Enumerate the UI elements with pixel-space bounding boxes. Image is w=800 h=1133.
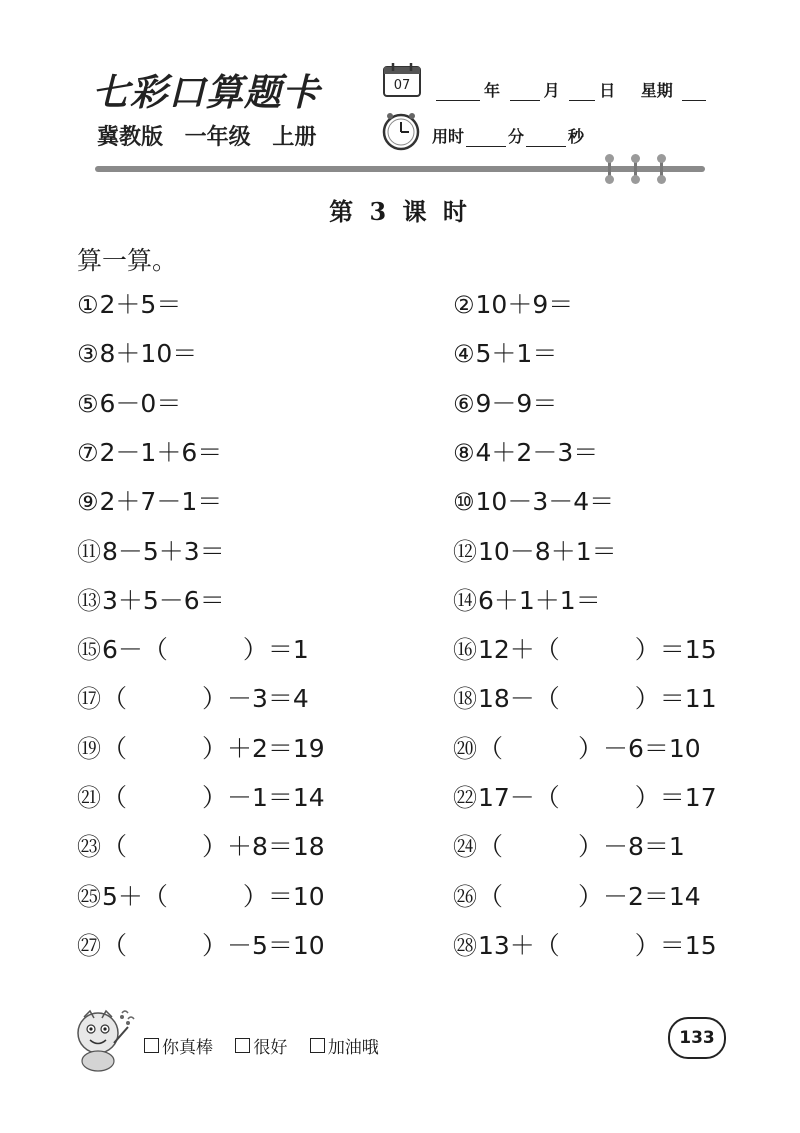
day-label: 日 — [599, 81, 616, 100]
problem-item — [453, 729, 701, 769]
problem-item — [77, 433, 222, 473]
problem-number: ㉑ — [77, 784, 101, 812]
problem-item — [77, 729, 325, 769]
problem-item — [77, 926, 325, 966]
time-label: 用时 — [432, 127, 465, 146]
second-blank[interactable] — [526, 146, 566, 147]
rating-option-great[interactable] — [144, 1033, 213, 1058]
problem-expression: 18－（ ）＝11 — [478, 684, 717, 714]
problem-expression: 13＋（ ）＝15 — [478, 930, 717, 960]
rating-option-good[interactable] — [235, 1033, 287, 1058]
problem-item — [77, 334, 197, 374]
problem-number: ⑮ — [77, 636, 101, 665]
problem-expression: 17－（ ）＝17 — [478, 783, 717, 812]
minute-label: 分 — [508, 127, 525, 146]
problem-number: ⑩ — [453, 488, 475, 517]
problem-item — [453, 581, 601, 621]
problem-number: ⑬ — [77, 586, 101, 615]
brand-title: 七彩口算题卡 — [92, 70, 320, 114]
problem-item — [77, 827, 325, 867]
rating-label: 很好 — [253, 1038, 288, 1058]
instruction-text: 算一算。 — [77, 246, 178, 275]
problem-expression: 2＋5＝ — [99, 290, 182, 319]
problem-expression: 9－9＝ — [475, 388, 558, 418]
calendar-number: 07 — [393, 78, 411, 93]
problem-number: ㉘ — [453, 931, 477, 960]
problem-expression: （ ）－2＝14 — [478, 881, 701, 911]
problem-item — [453, 679, 717, 719]
problem-number: ⑨ — [77, 488, 99, 517]
minute-blank[interactable] — [466, 146, 506, 147]
problem-item — [453, 334, 557, 374]
problem-expression: 6＋1＋1＝ — [478, 585, 601, 615]
problem-expression: 10＋9＝ — [475, 290, 574, 319]
problem-item — [453, 926, 717, 966]
page-number: 133 — [668, 1017, 726, 1059]
time-fill-line — [432, 124, 584, 147]
checkbox[interactable] — [310, 1038, 325, 1053]
problem-expression: （ ）－8＝1 — [478, 832, 685, 862]
problem-item — [453, 827, 685, 867]
problem-number: ㉔ — [453, 833, 477, 862]
problem-item — [453, 877, 701, 917]
problem-expression: 4＋2－3＝ — [475, 437, 599, 467]
problem-item — [453, 532, 617, 572]
problem-expression: 10－8＋1＝ — [478, 536, 617, 566]
problem-item — [77, 630, 309, 670]
second-label: 秒 — [568, 127, 585, 146]
problem-number: ⑧ — [453, 438, 475, 467]
problem-number: ⑫ — [453, 537, 477, 566]
problem-number: ㉗ — [77, 931, 101, 960]
problem-number: ⑥ — [453, 389, 475, 418]
problem-expression: 5＋（ ）＝10 — [102, 881, 325, 911]
problem-number: ⑦ — [77, 438, 99, 467]
problem-number: ⑱ — [453, 685, 477, 714]
problem-expression: （ ）－1＝14 — [102, 783, 325, 812]
self-rating-options — [144, 1033, 396, 1058]
year-blank[interactable] — [436, 100, 480, 101]
problem-item — [453, 384, 557, 424]
problem-item — [77, 778, 325, 818]
problem-expression: （ ）－6＝10 — [478, 733, 701, 763]
date-fill-line — [432, 78, 710, 101]
problem-number: ⑤ — [77, 389, 99, 418]
problem-item — [77, 285, 181, 325]
problem-expression: 3＋5－6＝ — [102, 585, 225, 615]
problem-number: ⑳ — [453, 734, 477, 763]
problem-number: ⑪ — [77, 537, 101, 566]
problem-number: ③ — [77, 340, 99, 369]
problem-item — [77, 581, 225, 621]
problem-number: ⑲ — [77, 734, 101, 763]
problem-number: ⑰ — [77, 685, 101, 714]
problem-expression: 2－1＋6＝ — [99, 437, 223, 467]
problem-number: ② — [453, 291, 475, 319]
checkbox[interactable] — [144, 1038, 159, 1053]
problem-number: ⑭ — [453, 586, 477, 615]
problem-number: ㉖ — [453, 882, 477, 911]
problem-expression: （ ）－3＝4 — [102, 684, 309, 714]
problem-expression: 2＋7－1＝ — [99, 487, 223, 517]
problem-number: ㉕ — [77, 882, 101, 911]
problem-number: ① — [77, 291, 99, 319]
year-label: 年 — [484, 81, 501, 100]
problem-item — [453, 630, 717, 670]
header-divider — [95, 166, 705, 172]
problem-item — [453, 778, 717, 818]
calendar-icon — [382, 62, 422, 98]
week-label: 星期 — [640, 81, 673, 100]
edition-subtitle: 冀教版 一年级 上册 — [97, 125, 317, 150]
clock-icon — [380, 110, 422, 152]
divider-ornament — [634, 156, 637, 182]
divider-ornament — [660, 156, 663, 182]
rating-label: 你真棒 — [162, 1038, 213, 1058]
rating-option-keep-going[interactable] — [310, 1033, 379, 1058]
problem-item — [77, 877, 325, 917]
problem-number: ⑯ — [453, 636, 477, 665]
problem-expression: 12＋（ ）＝15 — [478, 635, 717, 665]
problem-expression: 8－5＋3＝ — [102, 536, 225, 566]
problem-expression: 6－（ ）＝1 — [102, 635, 309, 665]
problem-expression: 10－3－4＝ — [475, 487, 615, 517]
problem-number: ㉓ — [77, 833, 101, 862]
problem-number: ㉒ — [453, 784, 477, 812]
problem-expression: （ ）－5＝10 — [102, 930, 325, 960]
problem-expression: （ ）＋8＝18 — [102, 832, 325, 862]
problem-item — [77, 532, 225, 572]
lesson-title: 第 3 课 时 — [329, 197, 471, 226]
day-blank[interactable] — [569, 100, 595, 101]
problem-expression: 5＋1＝ — [475, 339, 558, 369]
month-blank[interactable] — [510, 100, 540, 101]
divider-ornament — [608, 156, 611, 182]
problem-item — [77, 384, 181, 424]
problem-item — [77, 482, 222, 522]
problem-expression: 8＋10＝ — [99, 339, 198, 369]
rating-label: 加油哦 — [327, 1038, 379, 1058]
problem-item — [77, 679, 309, 719]
problem-number: ④ — [453, 340, 475, 369]
problem-expression: 6－0＝ — [99, 388, 182, 418]
problem-item — [453, 285, 573, 325]
checkbox[interactable] — [235, 1038, 250, 1053]
problem-expression: （ ）＋2＝19 — [102, 733, 325, 763]
week-blank[interactable] — [682, 100, 706, 101]
month-label: 月 — [543, 81, 560, 100]
mascot-illustration — [70, 1003, 140, 1075]
problem-item — [453, 482, 614, 522]
problem-item — [453, 433, 598, 473]
